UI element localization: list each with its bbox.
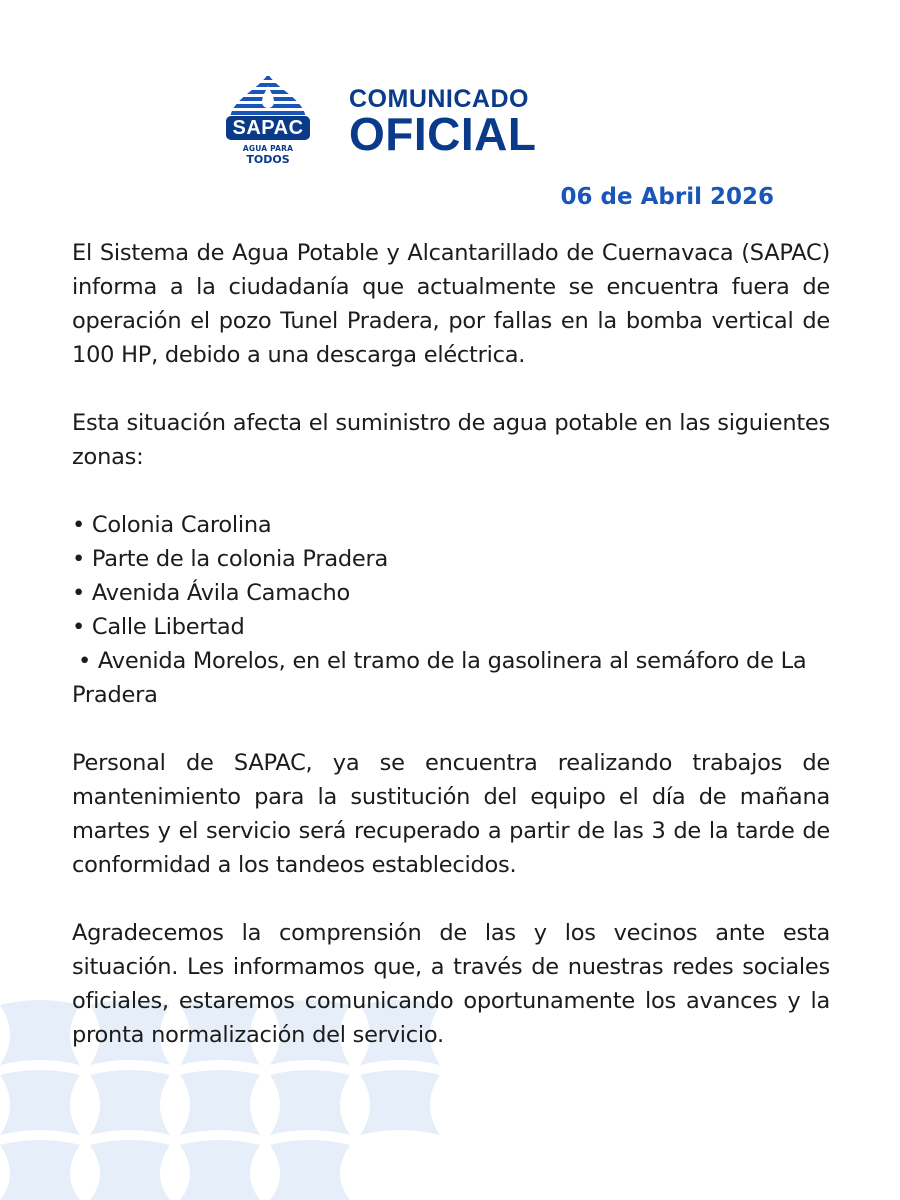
list-item: • Avenida Morelos, en el tramo de la gasolinera al semáforo de La Pradera	[72, 648, 807, 708]
logo-tagline-top: AGUA PARA	[242, 144, 294, 153]
title-oficial: OFICIAL	[349, 108, 537, 160]
announcement-date: 06 de Abril 2026	[560, 184, 774, 210]
announcement-body	[72, 236, 830, 1052]
logo-tagline-bottom: TODOS	[246, 152, 290, 166]
affected-zones-list	[72, 508, 830, 712]
page-title	[349, 85, 537, 160]
sapac-logo	[222, 72, 314, 172]
paragraph-thanks: Agradecemos la comprensión de las y los vecinos ante esta situación. Les informamos que, a través de nuestras redes sociales oficiales, estaremos comunicando oportunamente los avances y la pronta normalización del servicio.	[72, 920, 830, 1048]
logo-tagline	[222, 145, 314, 165]
logo-wordmark: SAPAC	[232, 117, 304, 139]
paragraph-staff: Personal de SAPAC, ya se encuentra realizando trabajos de mantenimiento para la sustitución del equipo el día de mañana martes y el servicio será recuperado a partir de las 3 de la tarde de conformidad a los tandeos establecidos.	[72, 750, 830, 878]
title-comunicado: COMUNICADO	[349, 85, 529, 113]
list-item: • Calle Libertad	[72, 614, 245, 640]
list-item: • Colonia Carolina	[72, 512, 272, 538]
paragraph-intro: El Sistema de Agua Potable y Alcantarillado de Cuernavaca (SAPAC) informa a la ciudadanía que actualmente se encuentra fuera de operación el pozo Tunel Pradera, por fallas en la bomba vertical de 100 HP, debido a una descarga eléctrica.	[72, 240, 830, 368]
list-item: • Parte de la colonia Pradera	[72, 546, 389, 572]
list-item: • Avenida Ávila Camacho	[72, 580, 351, 606]
header	[222, 72, 682, 172]
paragraph-affected: Esta situación afecta el suministro de agua potable en las siguientes zonas:	[72, 410, 830, 470]
